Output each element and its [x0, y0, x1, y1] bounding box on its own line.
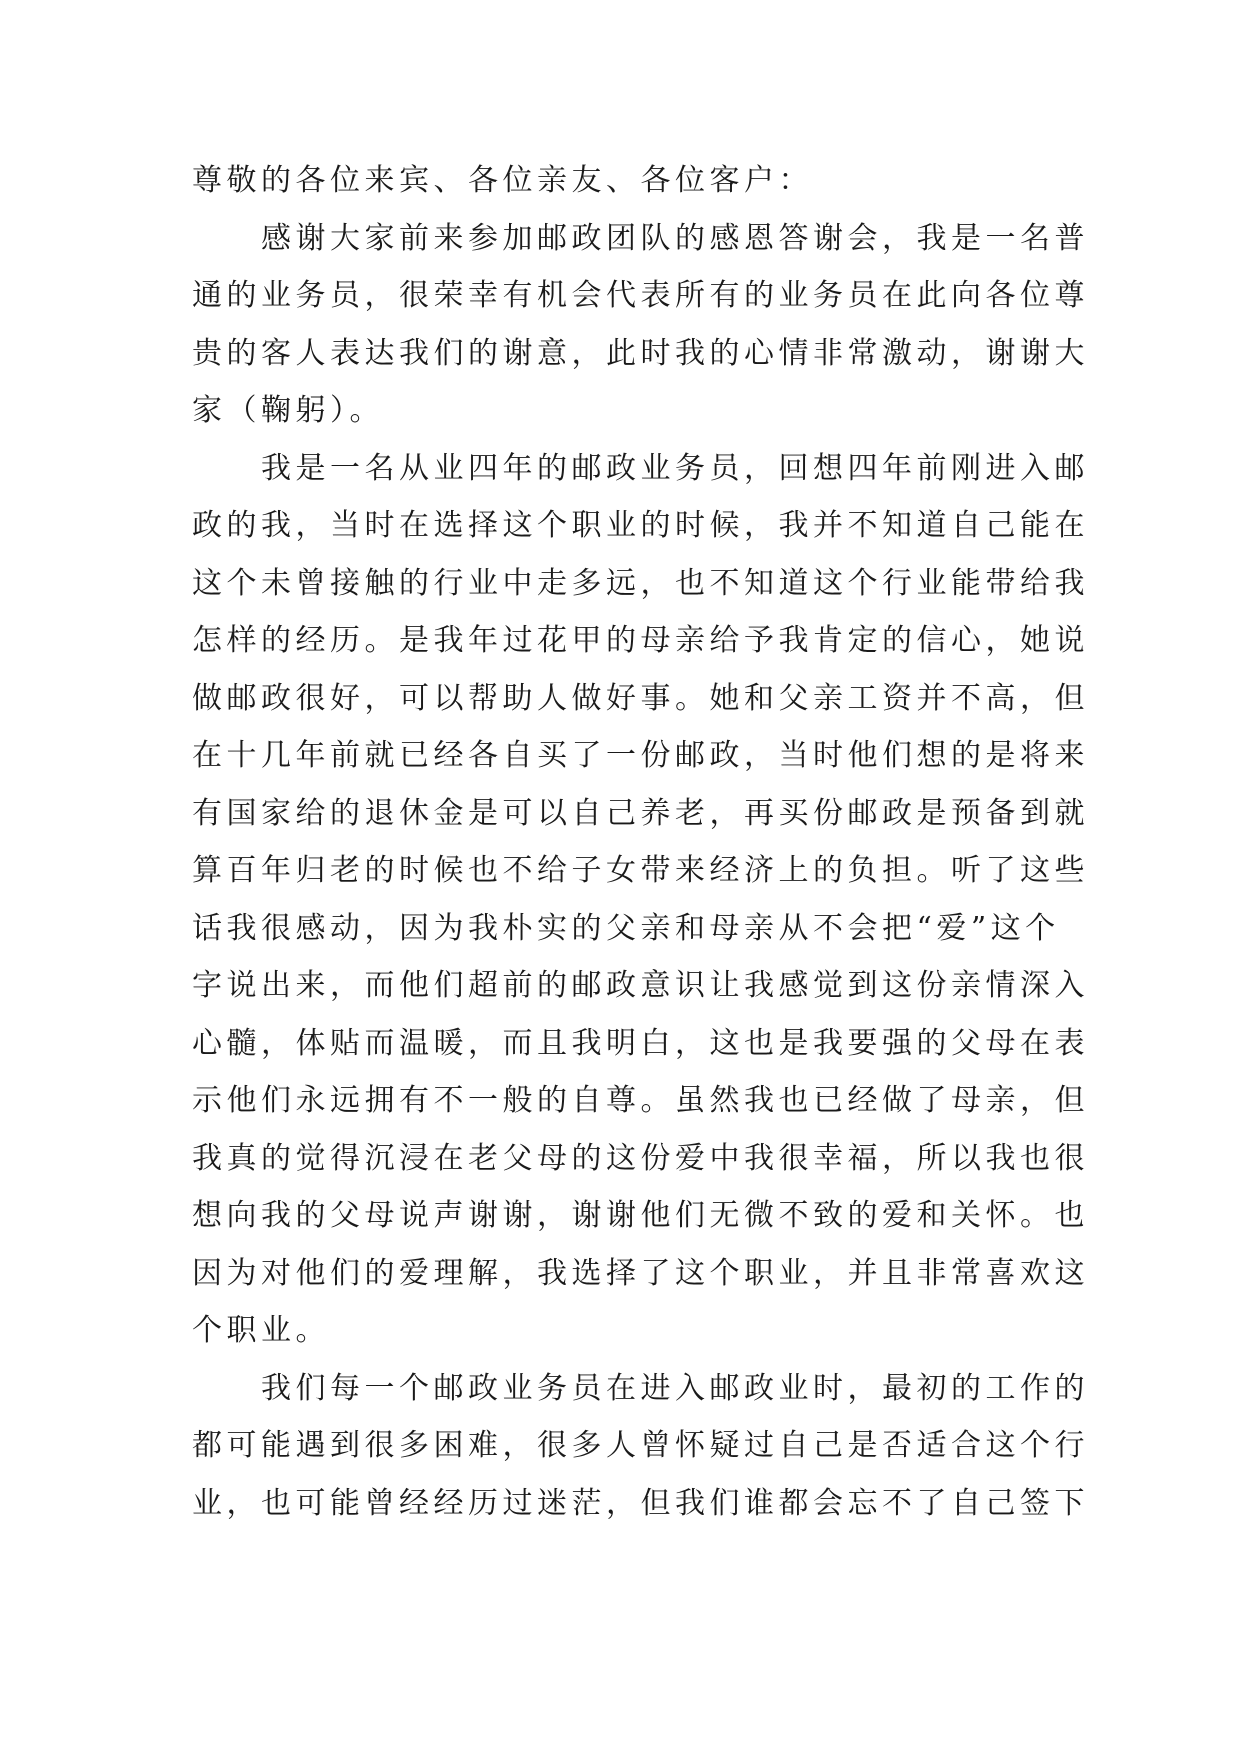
paragraph-line: 我们每一个邮政业务员在进入邮政业时，最初的工作的 — [261, 1370, 1089, 1406]
document-body — [192, 152, 1089, 1532]
paragraph-1 — [192, 210, 1089, 440]
paragraph-line: 字说出来，而他们超前的邮政意识让我感觉到这份亲情深入 — [192, 968, 1089, 1003]
paragraph-line: 个职业。 — [192, 1313, 330, 1348]
paragraph-line: 话我很感动，因为我朴实的父亲和母亲从不会把“爱”这个 — [192, 910, 1060, 946]
paragraph-line: 心髓，体贴而温暖，而且我明白，这也是我要强的父母在表 — [192, 1025, 1089, 1061]
paragraph-line: 我是一名从业四年的邮政业务员，回想四年前刚进入邮 — [261, 450, 1089, 486]
paragraph-line: 算百年归老的时候也不给子女带来经济上的负担。听了这些 — [192, 853, 1089, 888]
paragraph-2 — [192, 440, 1089, 1360]
paragraph-line: 感谢大家前来参加邮政团队的感恩答谢会，我是一名普 — [261, 220, 1089, 256]
paragraph-line: 家（鞠躬）。 — [192, 393, 384, 428]
paragraph-line: 贵的客人表达我们的谢意，此时我的心情非常激动，谢谢大 — [192, 335, 1089, 371]
paragraph-line: 想向我的父母说声谢谢，谢谢他们无微不致的爱和关怀。也 — [192, 1198, 1089, 1233]
paragraph-line: 怎样的经历。是我年过花甲的母亲给予我肯定的信心，她说 — [192, 623, 1089, 658]
salutation: 尊敬的各位来宾、各位亲友、各位客户： — [192, 163, 813, 198]
paragraph-line: 我真的觉得沉浸在老父母的这份爱中我很幸福，所以我也很 — [192, 1140, 1089, 1176]
paragraph-line: 都可能遇到很多困难，很多人曾怀疑过自己是否适合这个行 — [192, 1428, 1089, 1463]
paragraph-line: 示他们永远拥有不一般的自尊。虽然我也已经做了母亲，但 — [192, 1083, 1089, 1118]
paragraph-line: 因为对他们的爱理解，我选择了这个职业，并且非常喜欢这 — [192, 1255, 1089, 1291]
paragraph-line: 这个未曾接触的行业中走多远，也不知道这个行业能带给我 — [192, 565, 1089, 601]
paragraph-line: 做邮政很好，可以帮助人做好事。她和父亲工资并不高，但 — [192, 680, 1089, 716]
paragraph-line: 在十几年前就已经各自买了一份邮政，当时他们想的是将来 — [192, 738, 1089, 773]
paragraph-line: 通的业务员，很荣幸有机会代表所有的业务员在此向各位尊 — [192, 278, 1089, 313]
paragraph-line: 业，也可能曾经经历过迷茫，但我们谁都会忘不了自己签下 — [192, 1485, 1089, 1521]
paragraph-3 — [192, 1360, 1089, 1533]
paragraph-line: 政的我，当时在选择这个职业的时候，我并不知道自己能在 — [192, 508, 1089, 543]
paragraph-line: 有国家给的退休金是可以自己养老，再买份邮政是预备到就 — [192, 795, 1089, 831]
